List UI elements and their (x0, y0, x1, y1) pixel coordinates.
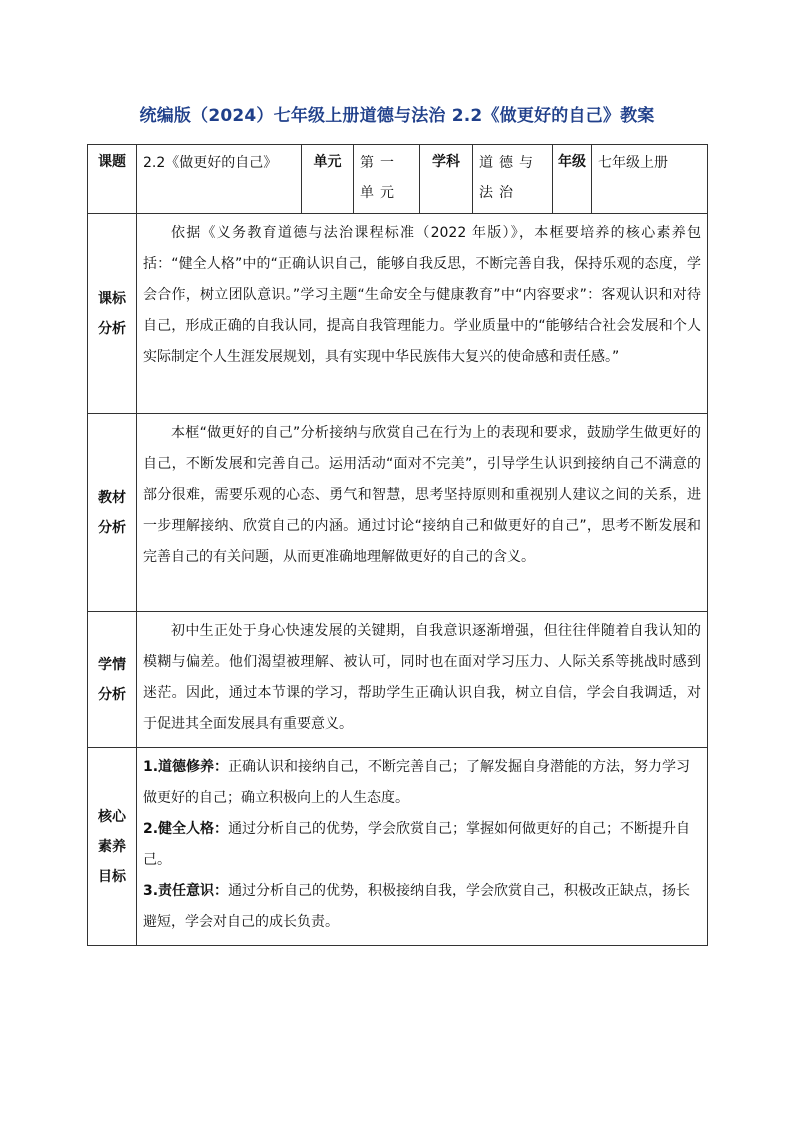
section-label (88, 214, 137, 414)
section-row-students (88, 612, 708, 748)
section-label-line: 分析 (98, 686, 126, 703)
goals-label-line: 素养 (98, 838, 126, 855)
grade-label: 年级 (553, 145, 592, 214)
section-label-line: 教材 (98, 489, 126, 506)
goal-body: 通过分析自己的优势，学会欣赏自己；掌握如何做更好的自己；不断提升自己。 (143, 821, 691, 868)
section-text-textbook: 本框“做更好的自己”分析接纳与欣赏自己在行为上的表现和要求，鼓励学生做更好的自己，不断发展和完善自己。运用活动“面对不完美”，引导学生认识到接纳自己不满意的部分很难，需要乐观的心态、勇气和智慧，思考坚持原则和重视别人建议之间的关系，进一步理解接纳、欣赏自己的内涵。通过讨论“接纳自己和做更好的自己”，思考不断发展和完善自己的有关问题，从而更准确地理解做更好的自己的含义。 (137, 414, 708, 612)
header-row (88, 145, 708, 214)
section-label-line: 学情 (98, 656, 126, 673)
section-row-goals (88, 748, 708, 946)
section-text-curriculum: 依据《义务教育道德与法治课程标准（2022 年版）》，本框要培养的核心素养包括：“健全人格”中的“正确认识自己，能够自我反思，不断完善自我，保持乐观的态度，学会合作，树立团队意识。”学习主题“生命安全与健康教育”中“内容要求”：客观认识和对待自己，形成正确的自我认同，提高自我管理能力。学业质量中的“能够结合社会发展和个人实际制定个人生涯发展规划，具有实现中华民族伟大复兴的使命感和责任感。” (137, 214, 708, 414)
goal-head: 3.责任意识： (143, 883, 229, 899)
goals-label-line: 目标 (98, 868, 126, 885)
document-title: 统编版（2024）七年级上册道德与法治 2.2《做更好的自己》教案 (139, 106, 655, 126)
section-label (88, 414, 137, 612)
section-text-students: 初中生正处于身心快速发展的关键期，自我意识逐渐增强，但往往伴随着自我认知的模糊与偏差。他们渴望被理解、被认可，同时也在面对学习压力、人际关系等挑战时感到迷茫。因此，通过本节课的学习，帮助学生正确认识自我，树立自信，学会自我调适，对于促进其全面发展具有重要意义。 (137, 612, 708, 748)
goals-text (137, 748, 708, 946)
topic-value: 2.2《做更好的自己》 (137, 145, 302, 214)
topic-label: 课题 (88, 145, 137, 214)
goal-body: 正确认识和接纳自己，不断完善自己；了解发掘自身潜能的方法，努力学习做更好的自己；确立积极向上的人生态度。 (143, 759, 691, 806)
goal-head: 2.健全人格： (143, 821, 229, 837)
section-label-line: 分析 (98, 320, 126, 337)
goal-body: 通过分析自己的优势，积极接纳自我，学会欣赏自己，积极改正缺点，扬长避短，学会对自己的成长负责。 (143, 883, 691, 930)
goal-head: 1.道德修养： (143, 759, 229, 775)
goals-label-line: 核心 (98, 808, 126, 825)
section-label-line: 分析 (98, 519, 126, 536)
section-label (88, 612, 137, 748)
goal-item (143, 752, 701, 814)
unit-value: 第一单元 (354, 145, 420, 214)
section-row-textbook (88, 414, 708, 612)
section-row-curriculum (88, 214, 708, 414)
subject-value: 道德与法治 (473, 145, 553, 214)
section-label-line: 课标 (98, 290, 126, 307)
lesson-plan-table (87, 144, 708, 946)
grade-value: 七年级上册 (592, 145, 708, 214)
goals-label (88, 748, 137, 946)
unit-label: 单元 (302, 145, 354, 214)
goal-item (143, 876, 701, 938)
subject-label: 学科 (420, 145, 473, 214)
goal-item (143, 814, 701, 876)
